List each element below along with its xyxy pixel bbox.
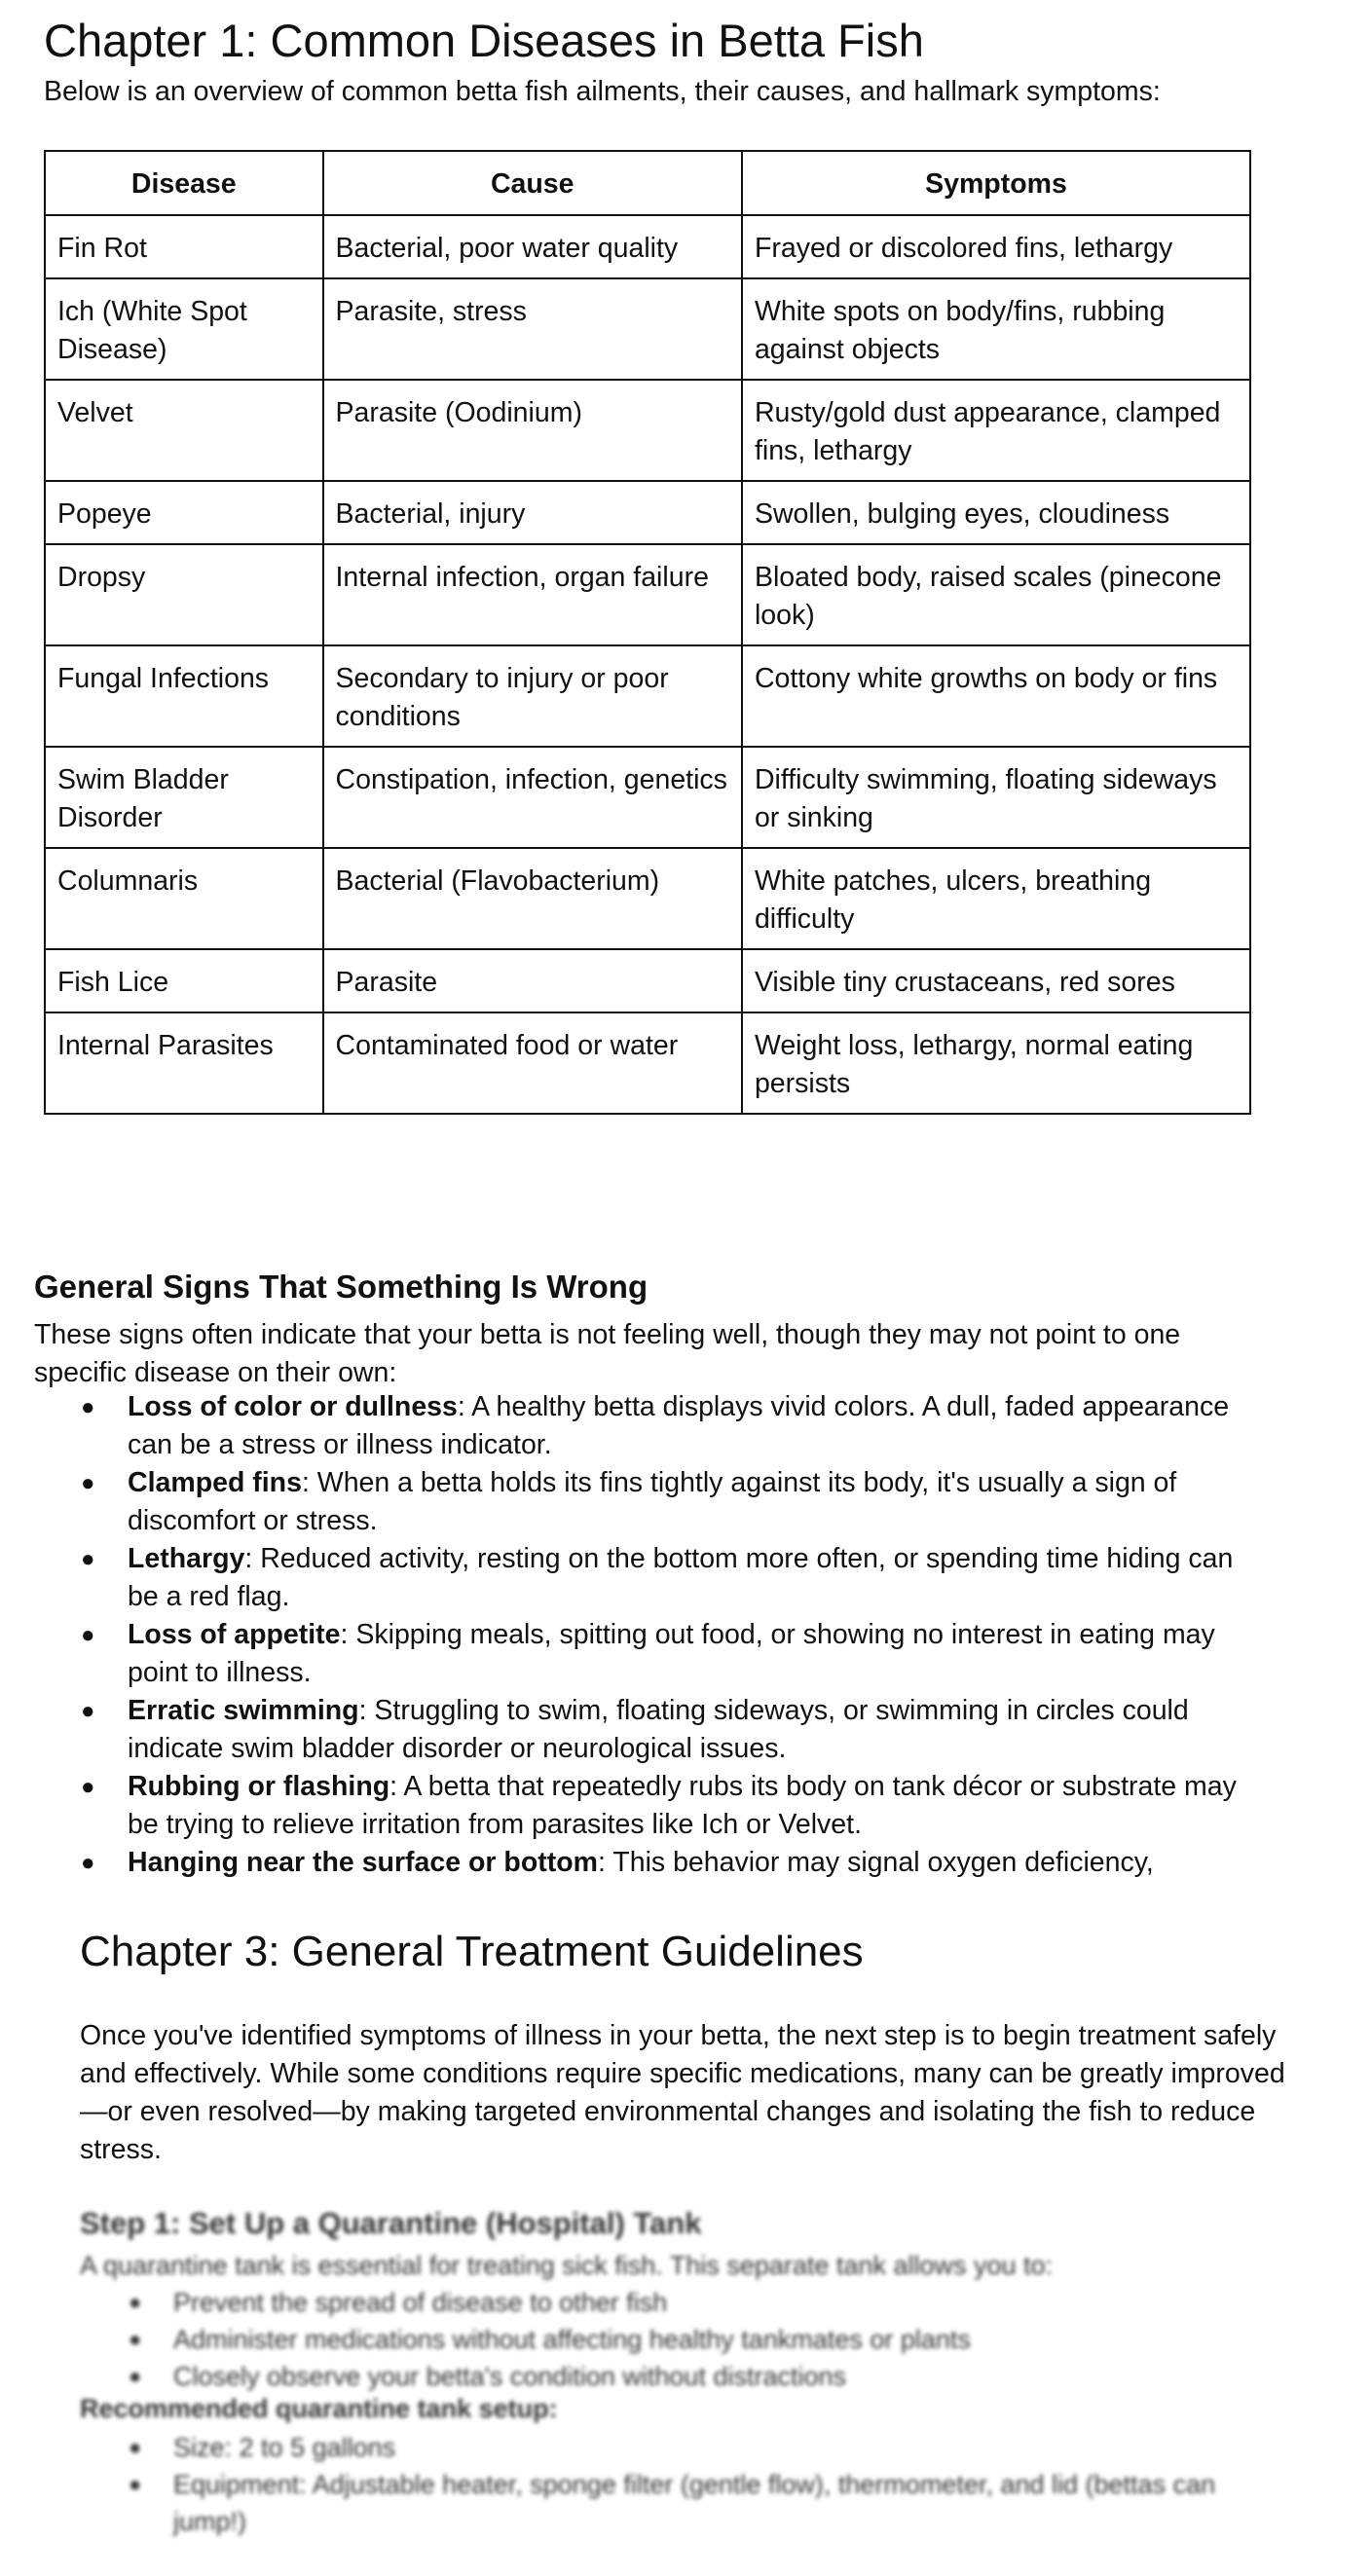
list-item: [80, 2466, 1287, 2540]
cause-cell: Internal infection, organ failure: [323, 544, 742, 645]
sign-term: Loss of color or dullness: [128, 1391, 458, 1422]
sign-term: Erratic swimming: [128, 1695, 359, 1726]
disease-cell: Internal Parasites: [45, 1012, 323, 1114]
symptoms-cell: Bloated body, raised scales (pinecone look): [742, 544, 1250, 645]
signs-heading: General Signs That Something Is Wrong: [34, 1269, 648, 1305]
list-item: [80, 2358, 1287, 2395]
disease-cell: Fin Rot: [45, 215, 323, 278]
symptoms-cell: Cottony white growths on body or fins: [742, 645, 1250, 747]
list-item: [80, 2321, 1287, 2358]
disease-cell: Ich (White Spot Disease): [45, 278, 323, 380]
cause-cell: Bacterial, poor water quality: [323, 215, 742, 278]
cause-cell: Parasite (Oodinium): [323, 380, 742, 481]
cause-cell: Bacterial (Flavobacterium): [323, 848, 742, 949]
symptoms-cell: Frayed or discolored fins, lethargy: [742, 215, 1250, 278]
disease-cell: Fungal Infections: [45, 645, 323, 747]
list-item: [34, 1692, 1261, 1768]
step-1-list: [80, 2284, 1287, 2395]
sign-term: Lethargy: [128, 1543, 245, 1574]
table-row: [45, 278, 1250, 380]
chapter-3-intro: Once you've identified symptoms of illness in your betta, the next step is to begin treatment safely and effectively. While some conditions require specific medications, many can be greatly improved—or even resolved—by making targeted environmental changes and isolating the fish to reduce stress.: [80, 2020, 1285, 2165]
step-1-heading: Step 1: Set Up a Quarantine (Hospital) Tank: [80, 2206, 702, 2240]
table-row: [45, 747, 1250, 848]
header-cause: Cause: [323, 151, 742, 215]
table-row: [45, 215, 1250, 278]
table-row: [45, 848, 1250, 949]
table-header-row: [45, 151, 1250, 215]
setup-heading: Recommended quarantine tank setup:: [80, 2394, 558, 2423]
list-item-text: Administer medications without affecting healthy tankmates or plants: [173, 2325, 971, 2354]
chapter-1-title: Chapter 1: Common Diseases in Betta Fish: [44, 15, 924, 66]
bullet-icon: ●: [81, 1622, 95, 1648]
sign-text: : When a betta holds its fins tightly against its body, it's usually a sign of discomfort or stress.: [128, 1467, 1177, 1536]
sign-text: : Struggling to swim, floating sideways, or swimming in circles could indicate swim bladder disorder or neurological issues.: [128, 1695, 1189, 1764]
symptoms-cell: Weight loss, lethargy, normal eating persists: [742, 1012, 1250, 1114]
symptoms-cell: Difficulty swimming, floating sideways or sinking: [742, 747, 1250, 848]
cause-cell: Contaminated food or water: [323, 1012, 742, 1114]
symptoms-cell: White patches, ulcers, breathing difficulty: [742, 848, 1250, 949]
bullet-icon: ●: [81, 1850, 95, 1876]
disease-cell: Columnaris: [45, 848, 323, 949]
bullet-icon: ●: [81, 1698, 95, 1724]
sign-text: : Skipping meals, spitting out food, or showing no interest in eating may point to illness.: [128, 1619, 1215, 1688]
sign-term: Hanging near the surface or bottom: [128, 1847, 598, 1878]
disease-cell: Swim Bladder Disorder: [45, 747, 323, 848]
sign-text: : A betta that repeatedly rubs its body on tank décor or substrate may be trying to relieve irritation from parasites like Ich or Velvet.: [128, 1771, 1237, 1840]
table-row: [45, 949, 1250, 1012]
symptoms-cell: White spots on body/fins, rubbing against objects: [742, 278, 1250, 380]
header-symptoms: Symptoms: [742, 151, 1250, 215]
disease-cell: Velvet: [45, 380, 323, 481]
bullet-icon: ●: [129, 2435, 142, 2459]
disease-cell: Popeye: [45, 481, 323, 544]
disease-cell: Dropsy: [45, 544, 323, 645]
sign-text: : A healthy betta displays vivid colors. A dull, faded appearance can be a stress or illness indicator.: [128, 1391, 1230, 1460]
bullet-icon: ●: [129, 2472, 142, 2496]
signs-intro: These signs often indicate that your betta is not feeling well, though they may not point to one specific disease on their own:: [34, 1319, 1181, 1388]
list-item: [80, 2429, 1287, 2466]
list-item: [34, 1388, 1261, 1464]
list-item: [34, 1540, 1261, 1616]
table-row: [45, 1012, 1250, 1114]
chapter-1-intro: Below is an overview of common betta fish ailments, their causes, and hallmark symptoms:: [44, 76, 1161, 107]
table-row: [45, 481, 1250, 544]
bullet-icon: ●: [81, 1774, 95, 1800]
cause-cell: Secondary to injury or poor conditions: [323, 645, 742, 747]
list-item-text: Closely observe your betta's condition without distractions: [173, 2362, 847, 2391]
bullet-icon: ●: [81, 1470, 95, 1496]
list-item: [34, 1768, 1261, 1844]
bullet-icon: ●: [129, 2364, 142, 2388]
disease-table: [44, 150, 1251, 1115]
bullet-icon: ●: [129, 2290, 142, 2314]
list-item: [34, 1844, 1261, 1882]
symptoms-cell: Swollen, bulging eyes, cloudiness: [742, 481, 1250, 544]
list-item: [80, 2284, 1287, 2321]
table-row: [45, 544, 1250, 645]
list-item: [34, 1616, 1261, 1692]
symptoms-cell: Rusty/gold dust appearance, clamped fins, lethargy: [742, 380, 1250, 481]
setup-list: [80, 2429, 1287, 2540]
sign-term: Clamped fins: [128, 1467, 302, 1498]
cause-cell: Parasite, stress: [323, 278, 742, 380]
cause-cell: Bacterial, injury: [323, 481, 742, 544]
bullet-icon: ●: [81, 1394, 95, 1420]
list-item-text: Equipment: Adjustable heater, sponge filter (gentle flow), thermometer, and lid (bettas can jump!): [173, 2470, 1216, 2536]
cause-cell: Constipation, infection, genetics: [323, 747, 742, 848]
chapter-3-title: Chapter 3: General Treatment Guidelines: [80, 1928, 864, 1975]
sign-text: : This behavior may signal oxygen deficiency,: [597, 1847, 1154, 1878]
signs-list: [34, 1388, 1261, 1882]
table-row: [45, 380, 1250, 481]
sign-term: Loss of appetite: [128, 1619, 341, 1650]
header-disease: Disease: [45, 151, 323, 215]
list-item: [34, 1464, 1261, 1540]
bullet-icon: ●: [81, 1546, 95, 1572]
list-item-text: Size: 2 to 5 gallons: [173, 2433, 396, 2462]
step-1-intro: A quarantine tank is essential for treating sick fish. This separate tank allows you to:: [80, 2251, 1054, 2280]
sign-term: Rubbing or flashing: [128, 1771, 390, 1802]
table-row: [45, 645, 1250, 747]
disease-cell: Fish Lice: [45, 949, 323, 1012]
sign-text: : Reduced activity, resting on the bottom more often, or spending time hiding can be a red flag.: [128, 1543, 1234, 1612]
symptoms-cell: Visible tiny crustaceans, red sores: [742, 949, 1250, 1012]
list-item-text: Prevent the spread of disease to other fish: [173, 2288, 668, 2317]
cause-cell: Parasite: [323, 949, 742, 1012]
bullet-icon: ●: [129, 2327, 142, 2351]
